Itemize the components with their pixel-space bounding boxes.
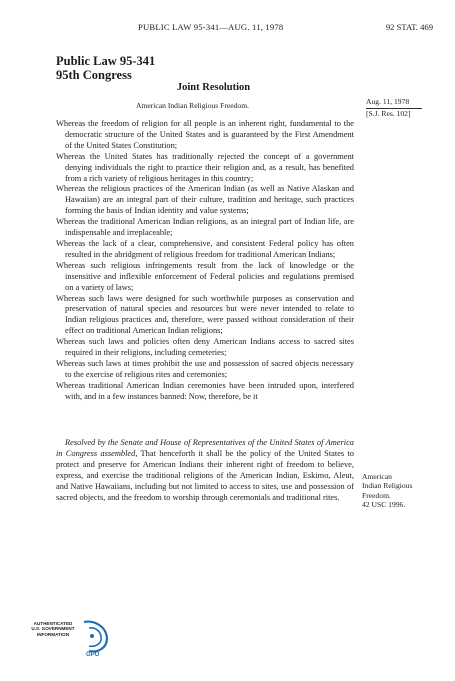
congress-number: 95th Congress [56,68,132,82]
whereas-clause: Whereas the lack of a clear, comprehensive, and consistent Federal policy has often resulted in the abridgment of religious freedom for traditional American Indians; [56,238,354,259]
whereas-clause: Whereas such laws were designed for such worthwhile purposes as conservation and preservation of natural species and resources but were never intended to relate to Indian religious practices and, therefore, were passed without consideration of their effect on traditional American Indian religions; [56,293,354,336]
whereas-clause: Whereas such laws at times prohibit the use and possession of sacred objects necessary to the exercise of religious rites and ceremonies; [56,358,354,379]
margin-note-line: Indian Religious [362,481,413,491]
gpo-authentication-seal [24,618,114,662]
whereas-clause: Whereas the religious practices of the American Indian (as well as Native Alaskan and Hawaiian) are an integral part of their culture, tradition and heritage, such practices forming the basis of Indian identity and value systems; [56,184,354,216]
whereas-clauses [56,119,354,403]
usc-citation: 42 USC 1996. [362,500,406,510]
whereas-clause: Whereas such religious infringements result from the lack of knowledge or the insensitive and inflexible enforcement of Federal policies and regulations premised on a variety of laws; [56,260,354,292]
resolution-type [0,82,455,93]
short-title: American Indian Religious Freedom. [136,101,250,110]
header-citation: PUBLIC LAW 95-341—AUG. 11, 1978 [138,22,284,32]
whereas-clause: Whereas traditional American Indian ceremonies have been intruded upon, interfered with, and in a few instances banned: Now, therefore, be it [56,380,354,401]
gpo-seal-text: AUTHENTICATED U.S. GOVERNMENT INFORMATION [31,621,75,637]
whereas-clause: Whereas the freedom of religion for all people is an inherent right, fundamental to the democratic structure of the United States and is guaranteed by the First Amendment of the United States Constitution; [56,119,354,150]
header-stat-page: 92 STAT. 469 [385,22,433,32]
law-title [56,54,155,82]
gpo-mark: GPO [86,652,100,658]
gpo-eagle-icon [80,618,112,658]
bill-number: [S.J. Res. 102] [366,109,411,118]
whereas-clause: Whereas such laws and policies often deny American Indians access to sacred sites required in their religions, including cemeteries; [56,337,354,358]
margin-codification-note [362,472,412,510]
resolution-text: That henceforth it shall be the policy of the United States to protect and preserve for American Indians their inherent right of freedom to believe, express, and exercise the traditional religions of the American Indian, Eskimo, Aleut, and Native Hawaiians, including but not limited to access to sites, use and possession of sacred objects, and the freedom to worship through ceremonials and traditional rites. [56,448,354,502]
whereas-clause: Whereas the traditional American Indian religions, as an integral part of Indian life, are indispensable and irreplaceable; [56,217,354,238]
whereas-clause: Whereas the United States has traditionally rejected the concept of a government denying individuals the right to practice their religion and, as a result, has benefited from a rich variety of religious heritages in this country; [56,151,354,183]
resolving-clause [56,438,354,503]
public-law-number: Public Law 95-341 [56,54,156,68]
margin-date-note [366,97,422,119]
resolution-type-text: Joint Resolution [176,82,251,93]
enacting-formula: Resolved by the Senate and House of Representatives of the United States of America in Congress assembled, [56,438,354,458]
margin-note-line: American [362,472,392,481]
running-header [0,22,455,36]
margin-note-line: Freedom. [362,490,391,500]
enactment-date: Aug. 11, 1978 [366,97,410,106]
